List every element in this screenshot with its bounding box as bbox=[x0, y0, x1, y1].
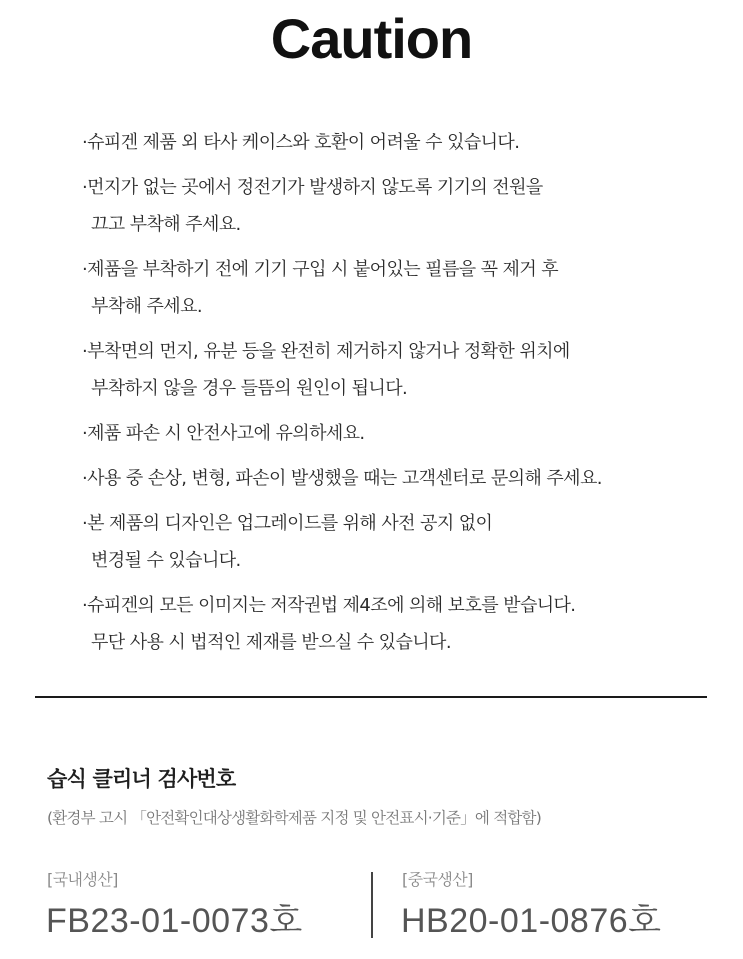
caution-text-continued: 변경될 수 있습니다. bbox=[91, 550, 241, 571]
caution-item bbox=[82, 251, 722, 325]
caution-text-continued: 부착해 주세요. bbox=[91, 296, 202, 317]
caution-text: ·슈피겐 제품 외 타사 케이스와 호환이 어려울 수 있습니다. bbox=[82, 132, 520, 153]
domestic-label: [국내생산] bbox=[47, 870, 118, 889]
caution-item bbox=[82, 415, 722, 452]
vertical-separator bbox=[371, 872, 373, 938]
caution-text: ·제품 파손 시 안전사고에 유의하세요. bbox=[82, 423, 365, 444]
inspection-title: 습식 클리너 검사번호 bbox=[47, 767, 236, 791]
caution-item bbox=[82, 505, 722, 579]
caution-text-continued: 무단 사용 시 법적인 제재를 받으실 수 있습니다. bbox=[91, 632, 451, 653]
china-code: HB20-01-0876호 bbox=[401, 902, 662, 940]
caution-list bbox=[82, 124, 722, 669]
caution-item bbox=[82, 124, 722, 161]
caution-text: ·먼지가 없는 곳에서 정전기가 발생하지 않도록 기기의 전원을 bbox=[82, 177, 543, 198]
caution-text-continued: 끄고 부착해 주세요. bbox=[91, 214, 241, 235]
caution-text: ·사용 중 손상, 변형, 파손이 발생했을 때는 고객센터로 문의해 주세요. bbox=[82, 468, 602, 489]
inspection-subtitle: (환경부 고시 「안전확인대상생활화학제품 지정 및 안전표시·기준」에 적합함) bbox=[47, 809, 541, 827]
caution-text: ·슈피겐의 모든 이미지는 저작권법 제4조에 의해 보호를 받습니다. bbox=[82, 595, 576, 616]
page-title: Caution bbox=[270, 7, 473, 70]
divider bbox=[35, 696, 707, 698]
caution-item bbox=[82, 460, 722, 497]
caution-text-continued: 부착하지 않을 경우 들뜸의 원인이 됩니다. bbox=[91, 378, 408, 399]
china-label: [중국생산] bbox=[402, 870, 473, 889]
caution-text: ·본 제품의 디자인은 업그레이드를 위해 사전 공지 없이 bbox=[82, 513, 493, 534]
caution-text: ·부착면의 먼지, 유분 등을 완전히 제거하지 않거나 정확한 위치에 bbox=[82, 341, 570, 362]
caution-item bbox=[82, 333, 722, 407]
caution-item bbox=[82, 169, 722, 243]
caution-item bbox=[82, 587, 722, 661]
domestic-code: FB23-01-0073호 bbox=[46, 902, 303, 940]
caution-text: ·제품을 부착하기 전에 기기 구입 시 붙어있는 필름을 꼭 제거 후 bbox=[82, 259, 559, 280]
